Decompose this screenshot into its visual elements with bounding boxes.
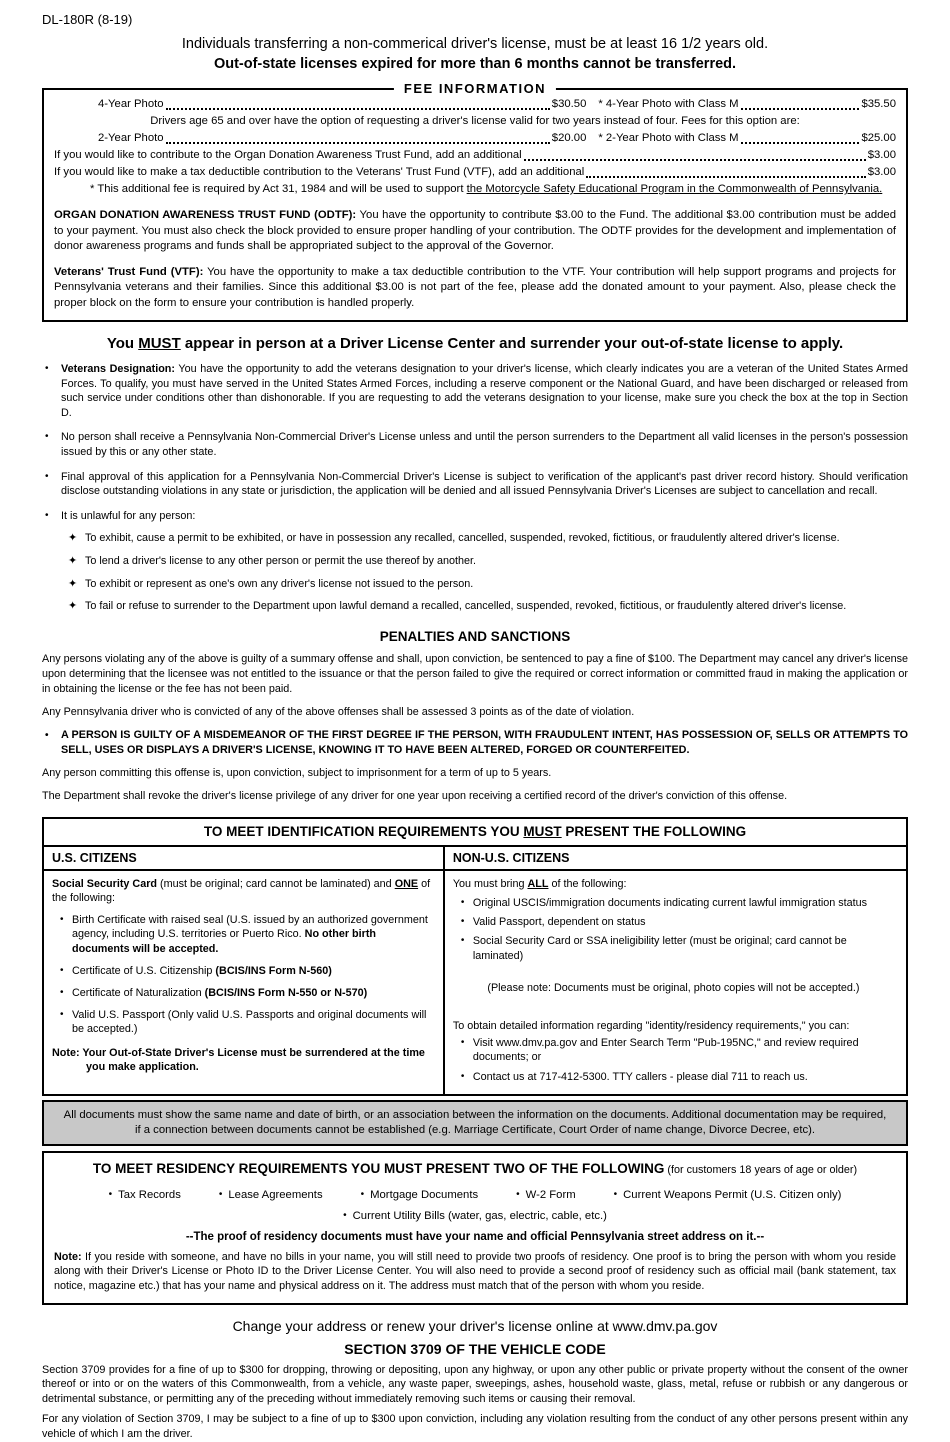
fee-label: * 2-Year Photo with Class M [598,132,739,144]
us-item-birth-certificate [52,913,431,956]
fee-age65-note: Drivers age 65 and over have the option of requesting a driver's license valid for two years instead of four. Fees for this option are: [150,115,800,127]
residency-documents-row [54,1189,896,1201]
residency-requirements-box [42,1151,908,1305]
fee-amount: $35.50 [861,98,896,110]
fee-row-2-year [54,130,896,147]
nonus-item-ssa [453,934,894,962]
footnote-underlined-text: the Motorcycle Safety Educational Program in the Commonwealth of Pennsylvania. [466,183,883,195]
us-lead-one: ONE [394,877,419,890]
bullet-veterans-designation [42,362,908,420]
item-text: W-2 Form [525,1188,576,1201]
item-text: Tax Records [118,1188,181,1201]
us-surrender-note: Note: Your Out-of-State Driver's License must be surrendered at the time you make application. [52,1046,425,1073]
fee-label: 2-Year Photo [98,132,164,144]
bullet-icon: • [60,964,64,976]
us-item-passport [52,1008,431,1036]
bullet-icon: • [460,935,465,947]
item-text: Mortgage Documents [370,1188,479,1201]
us-citizens-header: U.S. CITIZENS [44,847,445,869]
heading-text: You [106,335,139,352]
bullet-no-person [42,430,908,459]
bullet-unlawful [42,509,908,524]
fee-amount: $3.00 [867,149,896,161]
obtain-item-text: Visit www.dmv.pa.gov and Enter Search Term "Pub-195NC," and review required documents; or [472,1037,859,1064]
must-appear-heading [42,335,908,352]
residency-title-note: (for customers 18 years of age or older) [664,1163,858,1176]
residency-title [54,1160,896,1178]
id-table-title [44,819,906,847]
us-item-text [72,913,431,956]
change-address-line: Change your address or renew your driver's license online at www.dmv.pa.gov [232,1317,718,1334]
us-lead-bold: Social Security Card [52,877,158,890]
penalties-bold-text: A PERSON IS GUILTY OF A MISDEMEANOR OF THE FIRST DEGREE IF THE PERSON, WITH FRAUDULENT INTENT, HAS POSSESSION OF, SELLS OR ATTEMPTS TO SELL, USES OR DISPLAYS A DRIVER'S LICENSE, KNOWING IT TO HAVE BEEN ALTERED, FORGED OR COUNTERFEITED. [61,728,908,756]
bullet-icon: • [45,470,49,482]
veterans-designation-body: You have the opportunity to add the veterans designation to your driver's license, which clearly indicates you are a veteran of the United States Armed Forces. To qualify, you must have served in the United States Armed Forces, including a reserve component or the National Guard, and have been discharged or released from such service under conditions other than dishonorable. If you are requesting to add the veterans designation to your license, make sure you check the box at the top in Section D. [61,363,908,419]
residency-item-utility-bills [54,1210,896,1222]
obtain-info-lead: To obtain detailed information regarding "identity/residency requirements," you can: [452,1019,850,1032]
fee-row-odtf [54,147,896,164]
non-us-citizens-cell [445,871,906,1094]
item-text: Valid U.S. Passport (Only valid U.S. Passports and original documents will be accepted.) [72,1009,427,1036]
fee-label: 4-Year Photo [98,98,164,110]
item-text: Certificate of Naturalization [72,986,205,999]
id-table-column-headers [44,847,906,871]
nonus-item-passport [453,915,894,929]
star-bullet-text: To exhibit or represent as one's own any driver's license not issued to the person. [85,577,474,590]
bullet-icon: • [60,986,64,998]
fee-amount: $25.00 [861,132,896,144]
star-bullet-text: To lend a driver's license to any other person or permit the use thereof by another. [85,554,476,567]
nonus-original-documents-note: (Please note: Documents must be original, photo copies will not be accepted.) [487,981,860,994]
us-item-naturalization-certificate [52,986,431,1000]
odtf-body: You have the opportunity to contribute $3.00 to the Fund. The additional $3.00 contribution must be added to your payment. You must also check the block provided to ensure proper handling of your contribution. The ODTF provides for the development and implementation of donor awareness programs and funds shall be appropriated subject to the approval of the Governor. [54,209,896,252]
intro-line-2: Out-of-state licenses expired for more than 6 months cannot be transferred. [213,56,737,72]
fee-amount: $20.00 [551,132,587,144]
dotted-leader [166,130,550,144]
nonus-lead [453,877,894,891]
non-us-citizens-header: NON-U.S. CITIZENS [452,850,570,865]
obtain-item-text: Contact us at 717-412-5300. TTY callers - please dial 711 to reach us. [472,1070,808,1083]
star-bullet-lend [42,554,908,569]
vtf-paragraph [54,265,896,312]
nonus-item-text: Original USCIS/immigration documents indicating current lawful immigration status [472,896,868,909]
footnote-text: * This additional fee is required by Act 31, 1984 and will be used to support [90,183,467,195]
item-bold-text: No other birth documents will be accepted. [72,928,377,955]
star-icon: ✦ [68,600,78,613]
us-lead-text: (must be original; card cannot be laminated) and [157,877,395,890]
bullet-icon: • [460,916,465,928]
title-underlined-text: MUST [523,823,562,839]
star-bullet-represent [42,577,908,592]
form-number: DL-180R (8-19) [42,12,133,27]
title-text: TO MEET IDENTIFICATION REQUIREMENTS YOU [203,823,524,839]
item-text: Current Weapons Permit (U.S. Citizen only) [623,1188,842,1201]
penalties-bold-bullet [42,728,908,758]
nonus-lead-all: ALL [527,877,549,890]
bullet-text: No person shall receive a Pennsylvania Non-Commercial Driver's License unless and until the person surrenders to the Department all valid licenses in the person's possession issued by this or any other state. [61,431,908,458]
bullet-icon: • [343,1209,347,1221]
us-item-citizenship-certificate [52,964,431,978]
bullet-icon: • [45,431,49,443]
fee-amount: $30.50 [551,98,587,110]
bullet-text [61,362,908,420]
section-3709-paragraph-2: For any violation of Section 3709, I may be subject to a fine of up to $300 upon conviction, including any violation resulting from the conduct of any other persons present within any vehicle of which I am the driver. [42,1413,908,1440]
section-3709-paragraph-1: Section 3709 provides for a fine of up to $300 for dropping, throwing or depositing, upon any highway, or upon any other public or private property without the consent of the owner thereof or into or on the waters of this Commonwealth, from a vehicle, any waste paper, sweepings, ashes, household waste, glass, metal, refuse or rubbish or any dangerous or detrimental substance, or permitting any of the preceding without immediately removing such items or causing their removal. [42,1363,908,1405]
dotted-leader [586,164,865,178]
bullet-icon: • [460,896,465,908]
star-icon: ✦ [68,554,78,567]
us-lead-text: of the following: [52,877,431,904]
bullet-final-approval [42,470,908,499]
residency-item-mortgage [361,1189,479,1201]
penalties-paragraph-2: Any Pennsylvania driver who is convicted of any of the above offenses shall be assessed 3 points as of the date of violation. [42,705,635,718]
item-text: Birth Certificate with raised seal (U.S. issued by an authorized government agency, including U.S. territories or Puerto Rico. [72,914,428,941]
residency-item-lease [219,1189,323,1201]
note-body: If you reside with someone, and have no bills in your name, you will still need to provide two proofs of residency. One proof is to bring the person with whom you reside along with their Driver's License or Photo ID to the Driver License Center. You will also need to provide a second proof of residency such as official mail (bank statement, tax notice, magazine etc.) that has your name and physical address on it. The address must match that of the person with whom you reside. [54,1250,896,1292]
fee-footnote [54,181,896,198]
star-icon: ✦ [68,532,78,545]
star-bullet-text: To fail or refuse to surrender to the Department upon lawful demand a recalled, cancelled, suspended, revoked, fictitious, or fraudulently altered driver's license. [85,600,847,613]
penalties-heading: PENALTIES AND SANCTIONS [379,628,571,644]
bullet-icon: • [360,1188,365,1200]
bullet-icon: • [516,1188,520,1200]
obtain-item-visit [453,1036,894,1064]
item-bold-text: (BCIS/INS Form N-560) [215,964,332,977]
documents-association-note: All documents must show the same name and date of birth, or an association between the information on the documents. Additional documentation may be required, if a connection between documents cannot be established (e.g. Marriage Certificate, Court Order of name change, Divorce Decree, etc). [42,1100,908,1146]
residency-item-tax [109,1189,181,1201]
fee-row-4-year [54,96,896,113]
item-text: Certificate of U.S. Citizenship [72,964,216,977]
id-table-body [44,871,906,1094]
title-text: PRESENT THE FOLLOWING [561,823,747,839]
dotted-leader [166,96,550,110]
bullet-icon: • [460,1037,465,1049]
bullet-icon: • [45,363,49,374]
note-label: Note: [54,1250,82,1263]
bullet-icon: • [108,1188,113,1200]
intro-line-1: Individuals transferring a non-commerical driver's license, must be at least 16 1/2 years old. [181,36,769,52]
bullet-icon: • [45,729,49,741]
bullet-icon: • [60,1009,64,1021]
bullet-icon: • [613,1188,618,1200]
bullet-icon: • [45,509,49,521]
dotted-leader [741,130,860,144]
penalties-paragraph-1: Any persons violating any of the above is guilty of a summary offense and shall, upon conviction, be sentenced to pay a fine of $100. The Department may cancel any driver's license upon determining that the licensee was not entitled to the issuance or that the person failed to give the required or correct information or committed fraud in making the application or in obtaining the license or the fee has not been paid. [42,652,908,695]
dotted-leader [741,96,860,110]
penalties-paragraph-4: The Department shall revoke the driver's license privilege of any driver for one year upon receiving a certified record of the driver's conviction of this offense. [42,789,788,802]
nonus-item-text: Social Security Card or SSA ineligibility letter (must be original; card cannot be laminated) [472,935,847,962]
identification-requirements-table [42,817,908,1096]
heading-underlined-text: MUST [138,335,181,352]
residency-title-text: TO MEET RESIDENCY REQUIREMENTS YOU MUST PRESENT TWO OF THE FOLLOWING [92,1160,665,1176]
us-lead [52,877,431,905]
star-bullet-exhibit [42,531,908,546]
us-item-text [72,986,431,1000]
veterans-designation-label: Veterans Designation: [61,363,175,375]
bullet-icon: • [460,1070,465,1082]
residency-item-weapons-permit [614,1189,842,1201]
nonus-item-text: Valid Passport, dependent on status [472,916,646,929]
section-3709-heading: SECTION 3709 OF THE VEHICLE CODE [344,1340,606,1357]
us-item-text [72,964,431,978]
vtf-body: You have the opportunity to make a tax deductible contribution to the VTF. Your contribution will help support programs and projects for Pennsylvania veterans and their families. Since this additional $3.00 is not part of the fee, please add the donated amount to your payment. Also, please check the proper block on the form to ensure your contribution is handled properly. [54,265,896,309]
nonus-lead-text: You must bring [452,877,528,890]
fee-label: If you would like to make a tax deductible contribution to the Veterans' Trust Fund (VTF), add an additional [54,166,585,178]
fee-row-vtf [54,164,896,181]
fee-amount: $3.00 [867,166,896,178]
bullet-icon: • [60,914,64,926]
fee-information-box [42,81,908,322]
item-bold-text: (BCIS/INS Form N-550 or N-570) [204,986,368,999]
residency-proof-line: --The proof of residency documents must have your name and official Pennsylvania street address on it.-- [185,1230,765,1243]
residency-note [54,1250,896,1294]
heading-text: appear in person at a Driver License Center and surrender your out-of-state license to apply. [180,335,844,352]
us-item-text [72,1008,431,1036]
fee-information-title: FEE INFORMATION [394,81,556,96]
dotted-leader [524,147,866,161]
star-bullet-fail-surrender [42,599,908,614]
penalties-paragraph-3: Any person committing this offense is, upon conviction, subject to imprisonment for a term of up to 5 years. [42,766,552,779]
bullet-icon: • [218,1188,223,1200]
us-citizens-cell [44,871,445,1094]
fee-label: * 4-Year Photo with Class M [598,98,739,110]
bullet-text: Final approval of this application for a Pennsylvania Non-Commercial Driver's License is subject to verification of the applicant's past driver record history. Should verification disclose outstanding violations in any state or jurisdiction, the application will be denied and all issued Pennsylvania Driver's Licenses are subject to cancellation and recall. [61,470,908,498]
fee-label: If you would like to contribute to the Organ Donation Awareness Trust Fund, add an additional [54,149,522,161]
star-icon: ✦ [68,577,78,590]
bullet-text: It is unlawful for any person: [61,509,196,522]
nonus-item-uscis [453,896,894,910]
residency-item-w2 [516,1189,576,1201]
odtf-heading: ORGAN DONATION AWARENESS TRUST FUND (ODTF): [54,209,357,221]
star-bullet-text: To exhibit, cause a permit to be exhibited, or have in possession any recalled, cancelled, suspended, revoked, fictitious, or fraudulently altered driver's license. [85,532,840,545]
item-text: Current Utility Bills (water, gas, electric, cable, etc.) [352,1209,607,1222]
nonus-lead-text: of the following: [548,877,627,890]
odtf-paragraph [54,208,896,255]
vtf-heading: Veterans' Trust Fund (VTF): [54,265,204,278]
item-text: Lease Agreements [228,1188,323,1201]
obtain-item-contact [453,1070,894,1084]
